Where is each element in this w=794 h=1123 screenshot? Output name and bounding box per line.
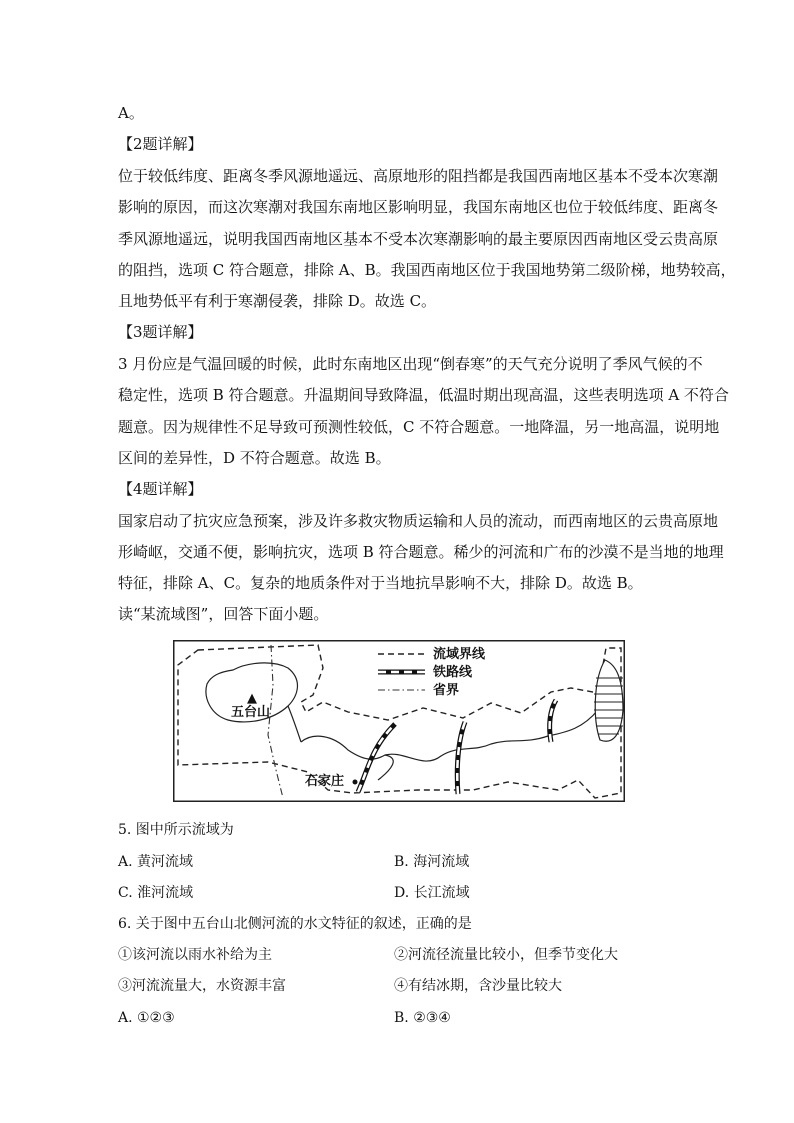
q5-option-d: D. 长江流域 bbox=[394, 885, 470, 901]
legend-railway: 铁路线 bbox=[433, 665, 473, 680]
legend-basin-boundary: 流域界线 bbox=[433, 647, 486, 662]
text-line: 形崎岖，交通不便，影响抗灾，选项 B 符合题意。稀少的河流和广布的沙漠不是当地的地理 bbox=[118, 543, 724, 561]
text-line: 读“某流域图”，回答下面小题。 bbox=[118, 605, 329, 623]
q6-item-3: ③河流流量大，水资源丰富 bbox=[118, 978, 286, 994]
question-6-stem: 6. 关于图中五台山北侧河流的水文特征的叙述，正确的是 bbox=[118, 916, 472, 932]
text-line: 国家启动了抗灾应急预案，涉及许多救灾物质运输和人员的流动，而西南地区的云贵高原地 bbox=[118, 512, 719, 530]
q5-option-b: B. 海河流域 bbox=[394, 854, 470, 870]
q6-option-a: A. ①②③ bbox=[118, 1010, 175, 1026]
q5-option-a: A. 黄河流域 bbox=[118, 854, 194, 870]
text-line: A。 bbox=[118, 104, 144, 122]
text-line: 且地势低平有利于寒潮侵袭，排除 D。故选 C。 bbox=[118, 292, 437, 310]
mountain-label: 五台山 bbox=[231, 705, 271, 720]
legend-province-boundary: 省界 bbox=[433, 683, 460, 698]
mountain-symbol-icon: ▲ bbox=[247, 691, 257, 706]
q6-item-4: ④有结冰期，含沙量比较大 bbox=[394, 978, 562, 994]
river-basin-map bbox=[173, 640, 625, 802]
city-label: 石家庄 bbox=[305, 774, 345, 789]
text-line: 特征，排除 A、C。复杂的地质条件对于当地抗旱影响不大，排除 D。故选 B。 bbox=[118, 574, 643, 592]
text-line: 的阻挡，选项 C 符合题意，排除 A、B。我国西南地区位于我国地势第二级阶梯，地势较高， bbox=[118, 261, 736, 279]
q6-option-b: B. ②③④ bbox=[394, 1010, 451, 1026]
question-5-stem: 5. 图中所示流域为 bbox=[118, 822, 234, 838]
text-line: 稳定性，选项 B 符合题意。升温期间导致降温，低温时期出现高温，这些表明选项 A 不符合 bbox=[118, 386, 729, 404]
q6-item-1: ①该河流以雨水补给为主 bbox=[118, 947, 272, 963]
text-line: 3 月份应是气温回暖的时候，此时东南地区出现“倒春寒”的天气充分说明了季风气候的不 bbox=[118, 355, 703, 373]
section-heading: 【3题详解】 bbox=[118, 323, 203, 341]
text-line: 题意。因为规律性不足导致可预测性较低，C 不符合题意。一地降温，另一地高温，说明地 bbox=[118, 418, 720, 436]
text-line: 影响的原因，而这次寒潮对我国东南地区影响明显，我国东南地区也位于较低纬度、距离冬 bbox=[118, 198, 719, 216]
map-figure bbox=[173, 640, 625, 802]
city-dot bbox=[353, 780, 358, 785]
section-heading: 【4题详解】 bbox=[118, 480, 203, 498]
section-heading: 【2题详解】 bbox=[118, 135, 203, 153]
q6-item-2: ②河流径流量比较小，但季节变化大 bbox=[394, 947, 618, 963]
text-line: 区间的差异性，D 不符合题意。故选 B。 bbox=[118, 449, 391, 467]
text-line: 位于较低纬度、距离冬季风源地遥远、高原地形的阻挡都是我国西南地区基本不受本次寒潮 bbox=[118, 167, 719, 185]
q5-option-c: C. 淮河流域 bbox=[118, 885, 194, 901]
map-frame bbox=[174, 641, 625, 802]
text-line: 季风源地遥远，说明我国西南地区基本不受本次寒潮影响的最主要原因西南地区受云贵高原 bbox=[118, 230, 719, 248]
